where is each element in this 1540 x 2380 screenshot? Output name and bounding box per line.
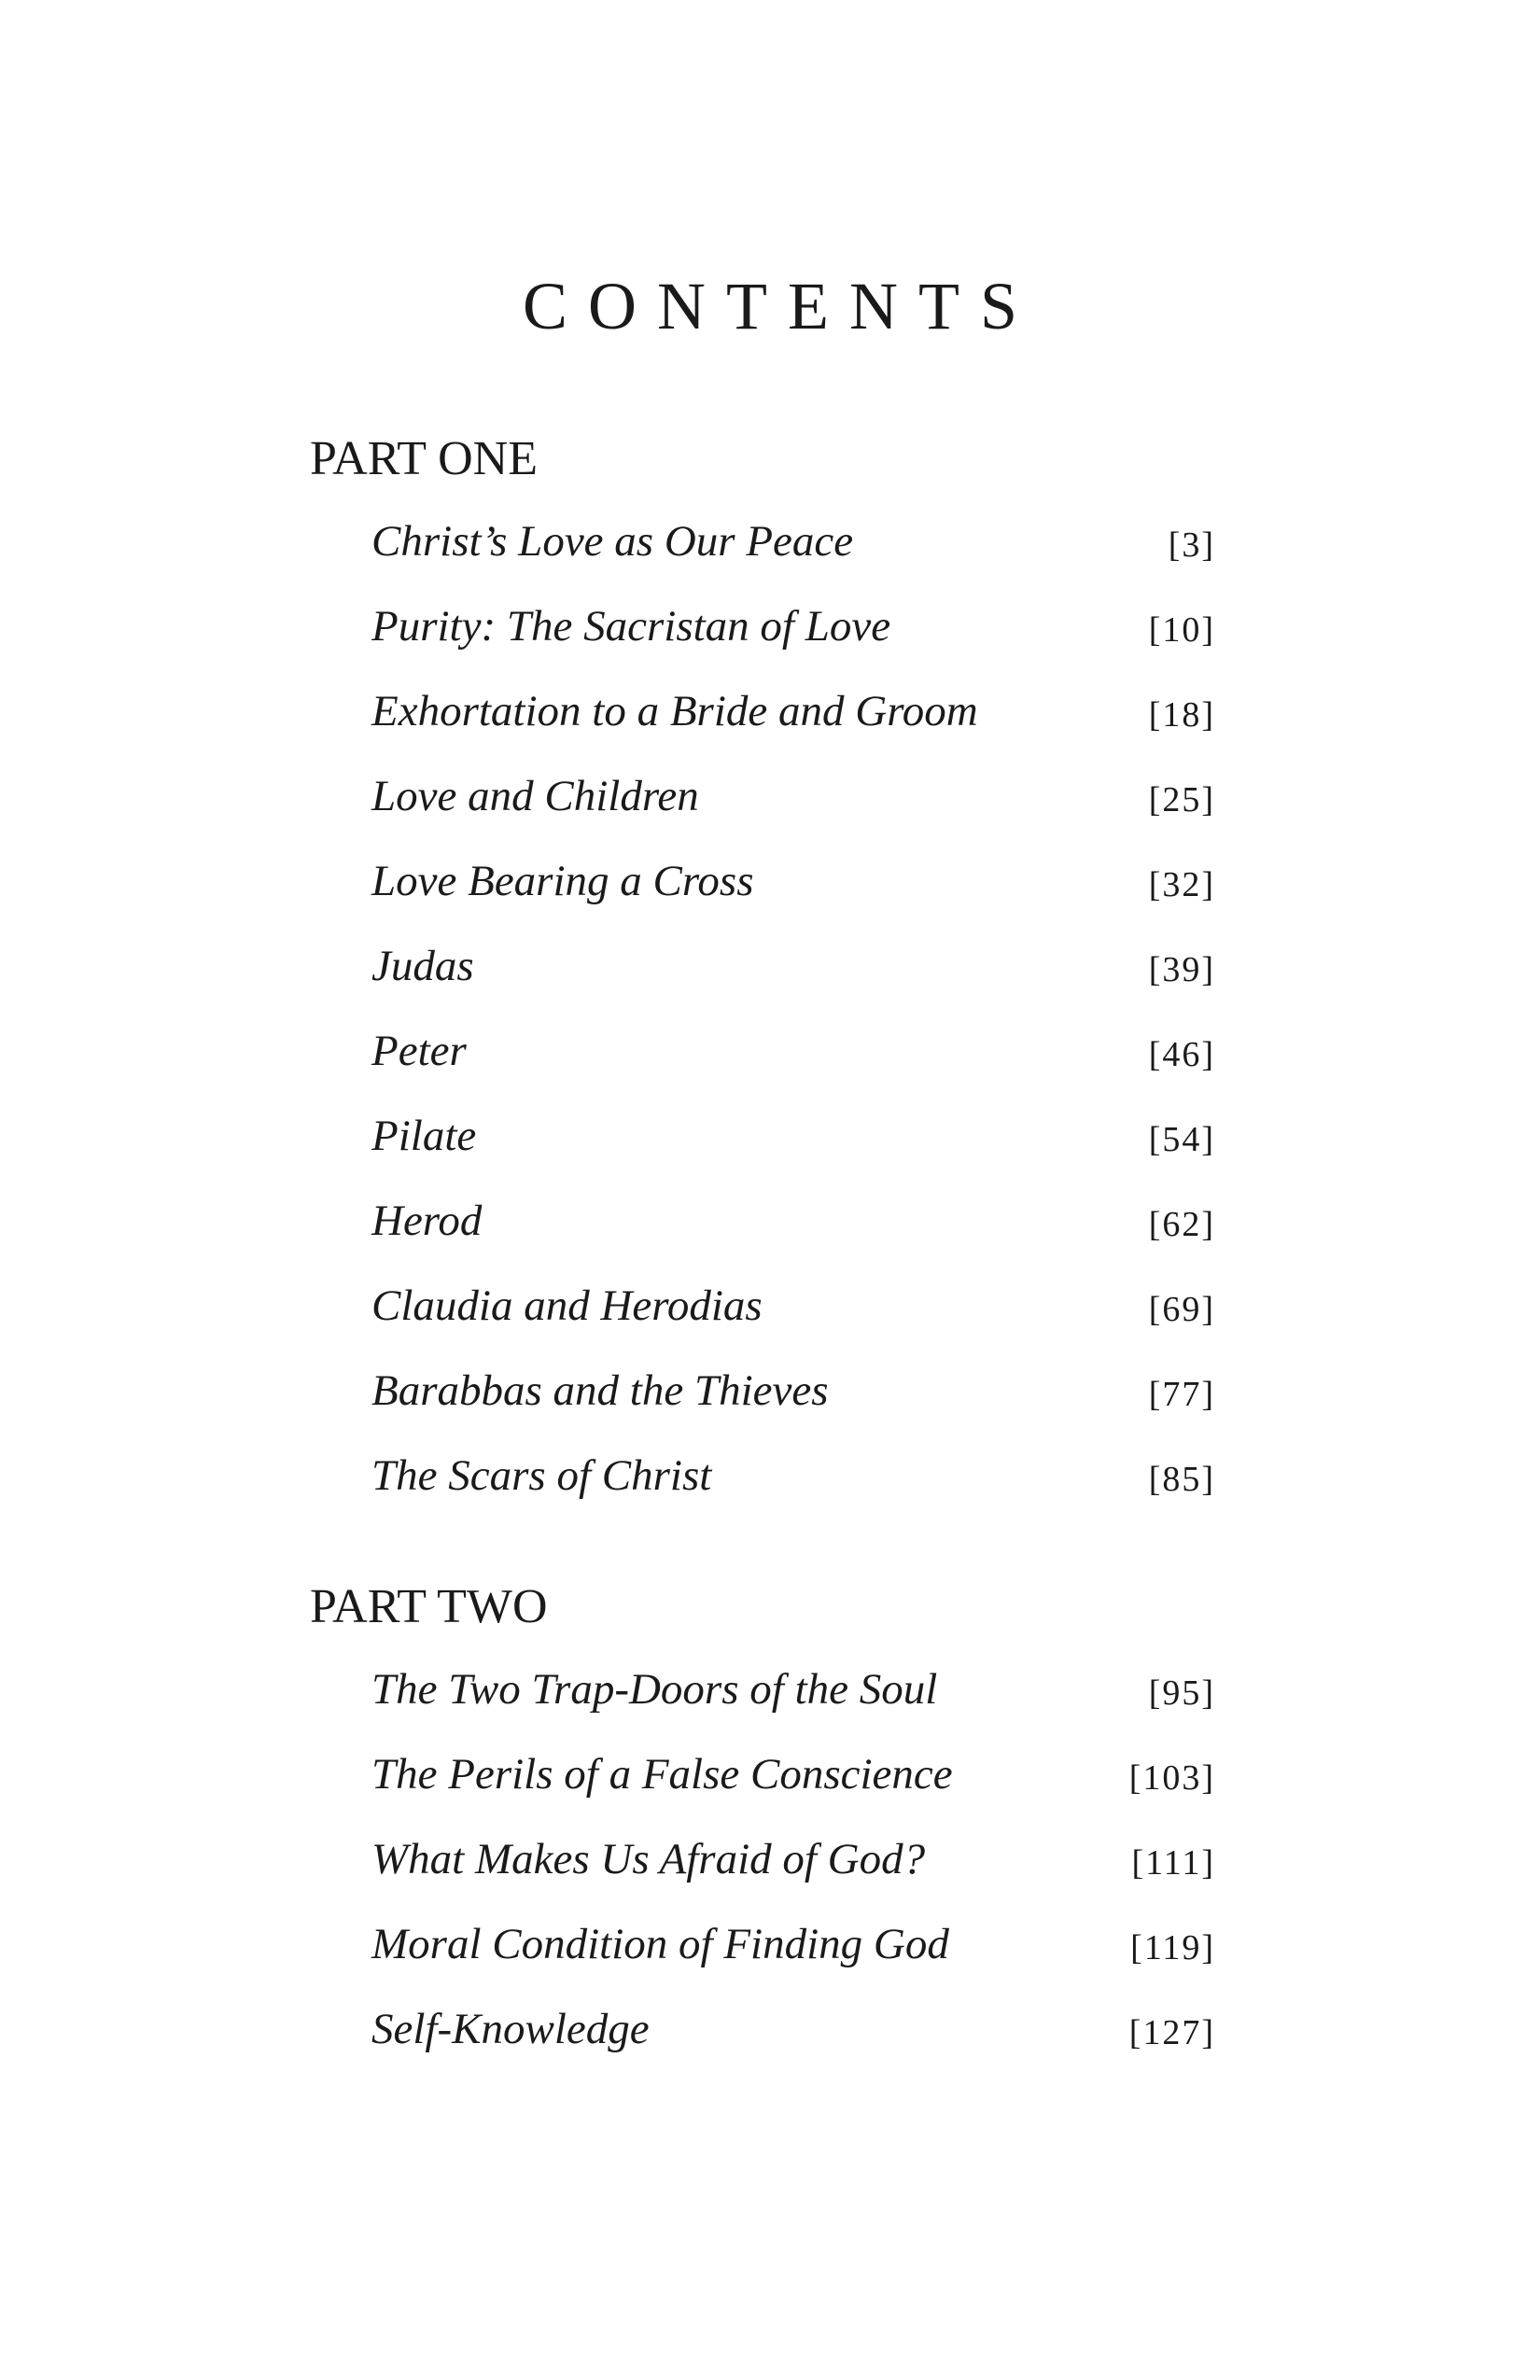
page-number: [77] [1148, 1375, 1215, 1414]
page-number: [69] [1148, 1290, 1215, 1329]
chapter-list [310, 513, 1243, 1533]
chapter-title: The Perils of a False Conscience [371, 1750, 953, 1799]
chapter-title: Moral Condition of Finding God [371, 1920, 949, 1968]
toc-entry[interactable] [371, 2001, 1215, 2086]
chapter-title: Purity: The Sacristan of Love [371, 602, 891, 651]
part-heading: PART ONE [310, 432, 538, 485]
page-number: [95] [1148, 1673, 1215, 1713]
page-title: CONTENTS [523, 269, 1038, 343]
chapter-title: What Makes Us Afraid of God? [371, 1835, 926, 1883]
page-number: [119] [1130, 1928, 1215, 1967]
chapter-title: Christ’s Love as Our Peace [371, 517, 854, 566]
page-number: [25] [1148, 780, 1215, 819]
page-number: [103] [1128, 1758, 1215, 1798]
part-heading: PART TWO [310, 1580, 548, 1633]
chapter-title: The Two Trap-Doors of the Soul [371, 1665, 938, 1714]
page-number: [46] [1148, 1035, 1215, 1074]
page-number: [3] [1168, 525, 1215, 565]
part-one-section [310, 431, 1243, 1533]
toc-entry[interactable] [371, 768, 1215, 853]
page-number: [39] [1148, 950, 1215, 989]
toc-entry[interactable] [371, 1023, 1215, 1108]
page-number: [127] [1128, 2013, 1215, 2052]
toc-entry[interactable] [371, 513, 1215, 598]
chapter-title: Barabbas and the Thieves [371, 1366, 829, 1415]
toc-entry[interactable] [371, 598, 1215, 683]
toc-entry[interactable] [371, 683, 1215, 768]
toc-entry[interactable] [371, 853, 1215, 938]
chapter-title: Claudia and Herodias [371, 1281, 763, 1330]
page-number: [10] [1148, 610, 1215, 650]
toc-entry[interactable] [371, 1448, 1215, 1533]
chapter-title: Exhortation to a Bride and Groom [371, 687, 978, 735]
chapter-title: Love Bearing a Cross [371, 857, 754, 905]
page-number: [62] [1148, 1205, 1215, 1244]
page-number: [32] [1148, 865, 1215, 904]
toc-entry[interactable] [371, 1916, 1215, 2001]
toc-entry[interactable] [371, 938, 1215, 1023]
page-number: [111] [1131, 1843, 1215, 1883]
toc-entry[interactable] [371, 1661, 1215, 1746]
chapter-title: Herod [371, 1197, 483, 1245]
part-two-section [310, 1579, 1243, 2086]
chapter-title: Peter [371, 1027, 467, 1075]
toc-entry[interactable] [371, 1831, 1215, 1916]
chapter-title: Self-Knowledge [371, 2005, 650, 2053]
toc-entry[interactable] [371, 1363, 1215, 1448]
chapter-title: Pilate [371, 1112, 477, 1160]
toc-entry[interactable] [371, 1746, 1215, 1831]
page-number: [18] [1148, 695, 1215, 735]
chapter-list [310, 1661, 1243, 2086]
toc-entry[interactable] [371, 1108, 1215, 1193]
chapter-title: Judas [371, 942, 474, 990]
page-number: [85] [1148, 1460, 1215, 1499]
chapter-title: Love and Children [371, 772, 699, 820]
toc-entry[interactable] [371, 1278, 1215, 1363]
chapter-title: The Scars of Christ [371, 1451, 712, 1500]
toc-entry[interactable] [371, 1193, 1215, 1278]
page-number: [54] [1148, 1120, 1215, 1159]
